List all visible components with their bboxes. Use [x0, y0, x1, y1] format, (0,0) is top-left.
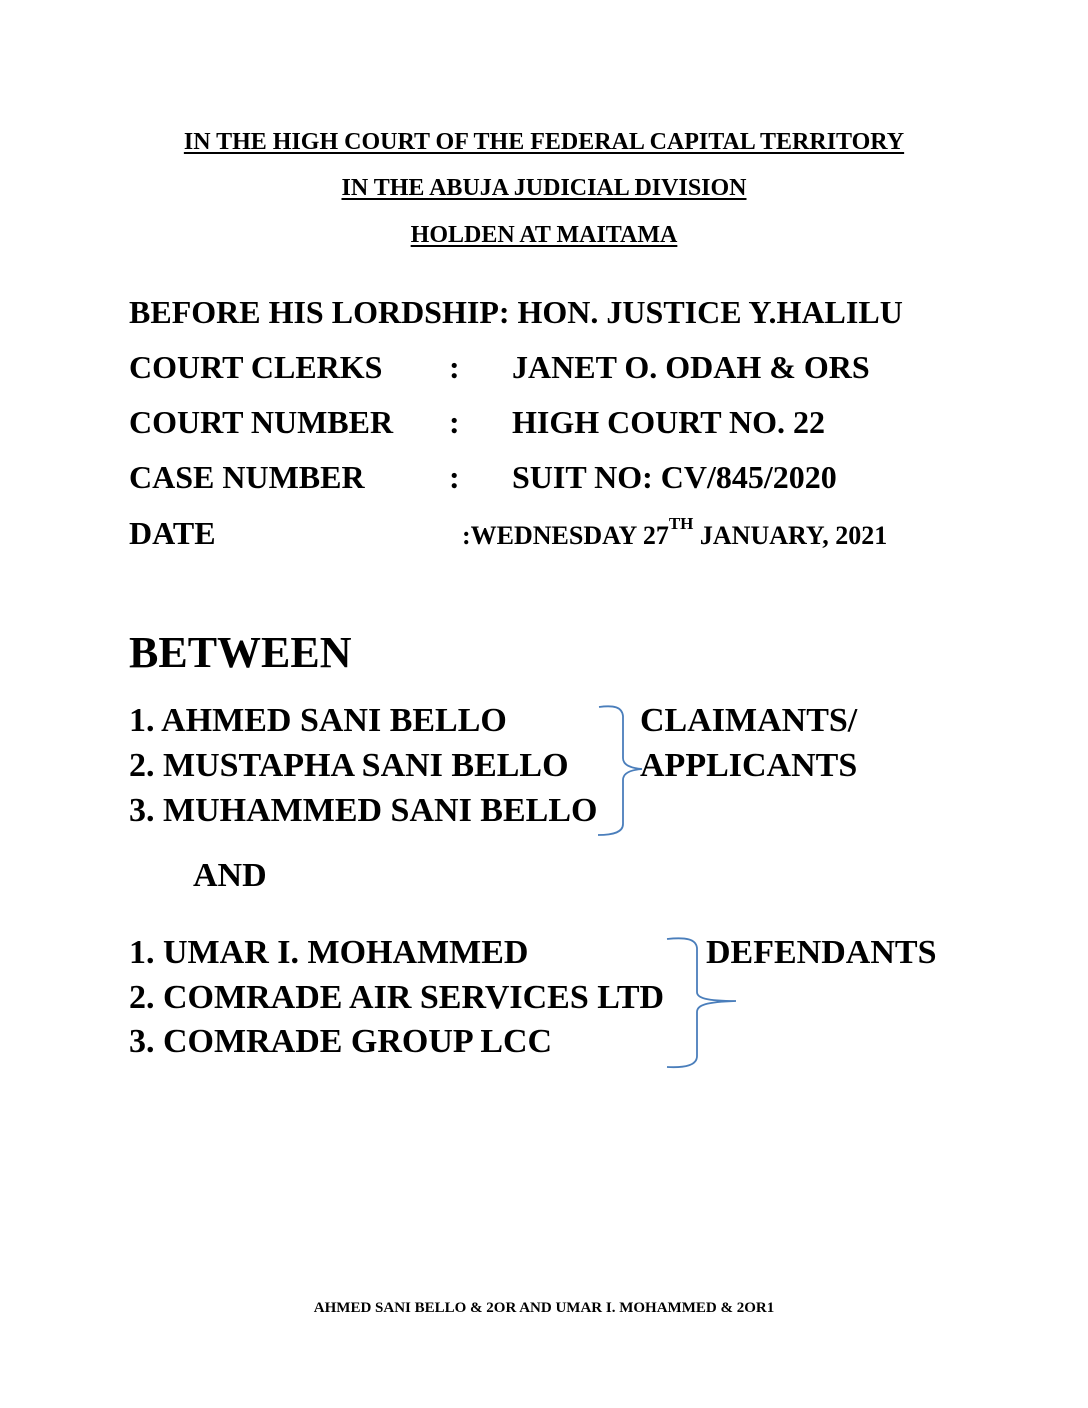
court-clerks-value: JANET O. ODAH & ORS [512, 349, 870, 385]
defendant-2: 2. COMRADE AIR SERVICES LTD [129, 979, 665, 1016]
court-heading: IN THE HIGH COURT OF THE FEDERAL CAPITAL TERRITORY [183, 129, 905, 155]
court-number-row [129, 404, 1029, 444]
case-number-value: SUIT NO: CV/845/2020 [512, 459, 837, 495]
case-number-label: CASE NUMBER [129, 459, 365, 495]
date-row [129, 515, 1029, 555]
date-label: DATE [129, 515, 216, 551]
defendant-3: 3. COMRADE GROUP LCC [129, 1023, 553, 1060]
separator-colon: : [449, 459, 460, 495]
claimants-brace-icon [596, 702, 656, 852]
claimant-3: 3. MUHAMMED SANI BELLO [129, 792, 598, 829]
court-clerks-label: COURT CLERKS [129, 349, 383, 385]
claimant-1: 1. AHMED SANI BELLO [129, 702, 507, 739]
claimants-role-line2: APPLICANTS [640, 747, 858, 784]
claimants-role-line1: CLAIMANTS/ [640, 702, 858, 739]
and-conjunction: AND [193, 857, 267, 894]
venue-heading: HOLDEN AT MAITAMA [410, 222, 678, 248]
division-heading: IN THE ABUJA JUDICIAL DIVISION [341, 175, 747, 201]
case-number-row [129, 459, 1029, 499]
date-weekday-day: :WEDNESDAY 27 [462, 521, 669, 550]
date-month-year: JANUARY, 2021 [693, 521, 888, 550]
separator-colon: : [449, 404, 460, 440]
date-ordinal: TH [668, 514, 694, 533]
defendants-brace-icon [664, 934, 744, 1084]
page-footer: AHMED SANI BELLO & 2OR AND UMAR I. MOHAMMED & 2OR1 [313, 1300, 775, 1316]
separator-colon: : [449, 349, 460, 385]
date-value [462, 515, 887, 552]
claimant-2: 2. MUSTAPHA SANI BELLO [129, 747, 569, 784]
defendants-role: DEFENDANTS [706, 934, 937, 971]
court-number-value: HIGH COURT NO. 22 [512, 404, 825, 440]
bench-line: BEFORE HIS LORDSHIP: HON. JUSTICE Y.HALILU [129, 294, 903, 330]
court-number-label: COURT NUMBER [129, 404, 394, 440]
defendant-1: 1. UMAR I. MOHAMMED [129, 934, 529, 971]
court-clerks-row [129, 349, 1029, 389]
between-heading: BETWEEN [129, 628, 352, 677]
